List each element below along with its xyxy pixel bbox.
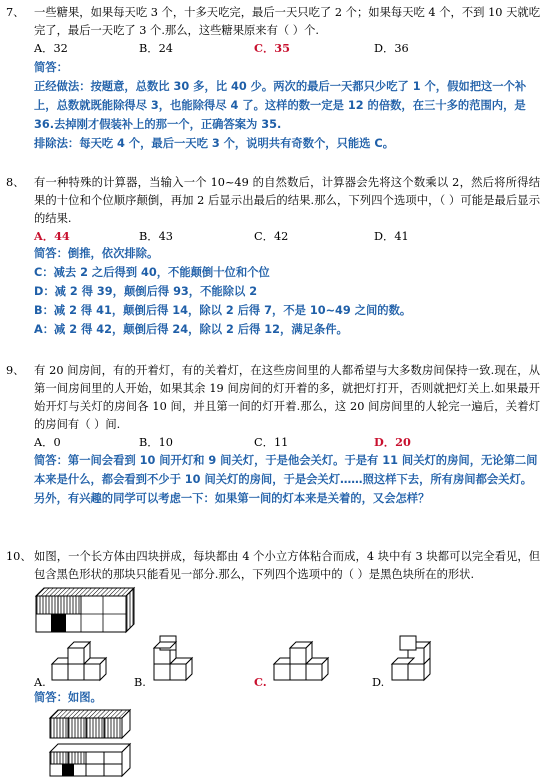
q8-option-a[interactable]: A．44 (34, 229, 70, 243)
q7-answer-elimination: 排除法：每天吃 4 个，最后一天吃 3 个，说明共有奇数个，只能选 C。 (34, 137, 394, 150)
q8-option-c[interactable]: C．42 (254, 230, 289, 243)
q10-option-a-shape[interactable] (50, 636, 110, 686)
q8-option-b[interactable]: B．43 (139, 230, 173, 243)
q10-option-d-shape[interactable] (388, 632, 448, 686)
q7-stem: 一些糖果，如果每天吃 3 个，十多天吃完，最后一天只吃了 2 个；如果每天吃 4 个，不到 10 天就吃完了，最后一天吃了 3 个.那么，这些糖果原来有（ ）个. (34, 6, 540, 37)
q8-answer-c: C：减去 2 之后得到 40，不能颠倒十位和个位 (34, 266, 270, 279)
q9-stem: 有 20 间房间，有的开着灯，有的关着灯，在这些房间里的人都希望与大多数房间保持一致.现在，从第一间房间里的人开始，如果其余 19 间房间的灯开着的多，就把灯打开，否则就把灯关上.如果最开始开灯与关灯的房间各 10 间，并且第一间的灯开着.那么，这 20 间房间里的人轮完一遍后，关着灯的房间有（ ）间. (34, 364, 540, 431)
q8-answer-heading: 简答：倒推，依次排除。 (34, 247, 159, 260)
q10-answer-figure-bottom (50, 744, 132, 778)
q9-number: 9、 (6, 364, 25, 377)
q7-options (34, 40, 534, 57)
q9-answer-extra: 另外，有兴趣的同学可以考虑一下：如果第一间的灯本来是关着的，又会怎样？ (34, 492, 430, 505)
q8-answer-d: D：减 2 得 39，颠倒后得 93，不能除以 2 (34, 285, 258, 298)
q10-number: 10、 (6, 550, 32, 563)
q10-answer-figure-top (50, 710, 132, 740)
q7-number: 7、 (6, 6, 25, 19)
q10-option-c-label[interactable]: C. (254, 675, 267, 689)
q10-option-d-label[interactable]: D. (372, 676, 385, 689)
q7-answer-heading: 简答： (34, 61, 68, 74)
q7-option-b[interactable]: B．24 (139, 42, 173, 55)
q7-option-a[interactable]: A．32 (34, 42, 68, 55)
q8-option-d[interactable]: D．41 (374, 230, 409, 243)
q7-option-c[interactable]: C．35 (254, 41, 291, 55)
q10-answer-heading: 简答：如图。 (34, 691, 102, 704)
q7-answer (34, 58, 540, 153)
q10-cuboid-figure (36, 588, 136, 634)
q9-option-d[interactable]: D．20 (374, 435, 411, 449)
q9-answer (34, 451, 540, 508)
q9-options (34, 434, 534, 451)
q8-answer-b: B：减 2 得 41，颠倒后得 14，除以 2 后得 7，不是 10~49 之间的数。 (34, 304, 412, 317)
q9-option-a[interactable]: A．0 (34, 436, 61, 449)
q7-option-d[interactable]: D．36 (374, 42, 409, 55)
q9-option-b[interactable]: B．10 (139, 436, 173, 449)
q10-option-a-label[interactable]: A. (34, 676, 46, 689)
q10-option-c-shape[interactable] (270, 632, 340, 686)
q8-stem: 有一种特殊的计算器，当输入一个 10~49 的自然数后，计算器会先将这个数乘以 2，然后将所得结果的十位和个位顺序颠倒，再加 2 后显示出最后的结果.那么，下列四个选项中，（ ）可能是最后显示的结果. (34, 176, 540, 225)
q8-answer-a: A：减 2 得 42，颠倒后得 24，除以 2 后得 12，满足条件。 (34, 323, 348, 336)
q10-option-b-label[interactable]: B. (134, 676, 146, 689)
q8-options (34, 228, 534, 245)
q10-option-b-shape[interactable] (150, 630, 210, 686)
q7-answer-method: 正经做法：按题意，总数比 30 多，比 40 少。两次的最后一天都只少吃了 1 个，假如把这一个补上，总数就既能除得尽 3，也能除得尽 4 了。这样的数一定是 12 的倍数，在三十多的范围内，是 36.去掉刚才假装补上的那一个，正确答案为 35. (34, 80, 527, 131)
q9-option-c[interactable]: C．11 (254, 436, 289, 449)
q8-answer (34, 244, 540, 339)
q8-number: 8、 (6, 176, 25, 189)
q10-stem: 如图，一个长方体由四块拼成，每块都由 4 个小立方体粘合而成，4 块中有 3 块都可以完全看见，但包含黑色形状的那块只能看见一部分.那么，下列四个选项中的（ ）是黑色块所在的形状. (34, 550, 540, 581)
q10-answer (34, 688, 540, 707)
q9-answer-main: 简答：第一间会看到 10 间开灯和 9 间关灯，于是他会关灯。于是有 11 间关灯的房间，无论第二间本来是什么，都会看到不少于 10 间关灯的房间，于是会关灯……照这样下去，所有房间都会关灯。 (34, 454, 538, 486)
